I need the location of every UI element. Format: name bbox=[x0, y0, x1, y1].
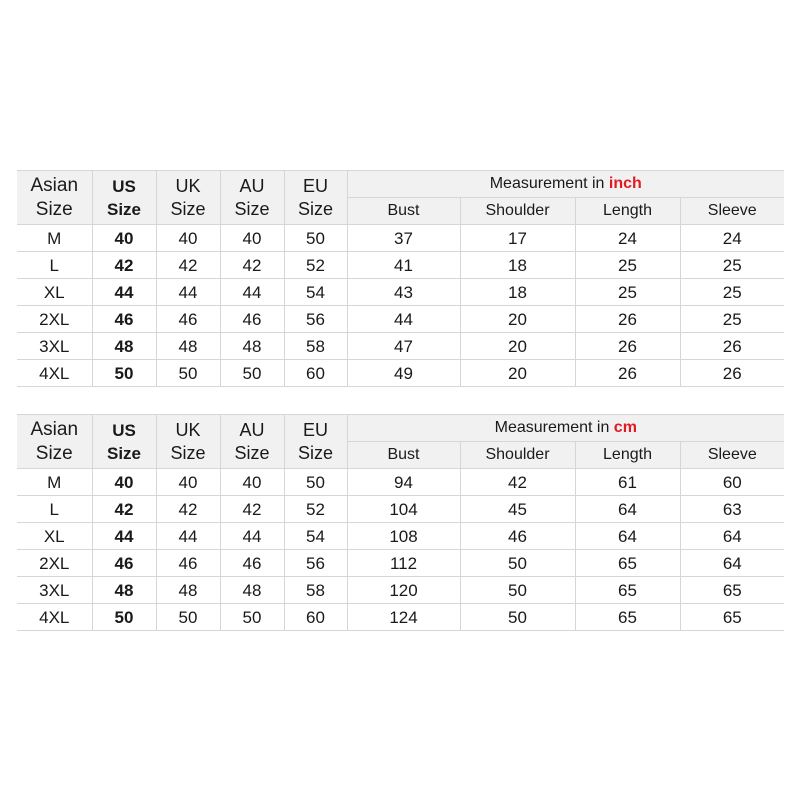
cell-asian: 4XL bbox=[17, 360, 92, 387]
cell-shoulder: 45 bbox=[460, 496, 575, 523]
cell-us: 40 bbox=[92, 225, 156, 252]
cell-uk: 42 bbox=[156, 252, 220, 279]
cell-au: 42 bbox=[220, 496, 284, 523]
cell-shoulder: 17 bbox=[460, 225, 575, 252]
header-sleeve: Sleeve bbox=[680, 442, 784, 469]
header-label: UK Size bbox=[170, 419, 206, 463]
table-row bbox=[17, 523, 784, 550]
cell-us: 46 bbox=[92, 550, 156, 577]
measurement-unit: inch bbox=[608, 175, 642, 192]
cell-asian: 2XL bbox=[17, 306, 92, 333]
header-sleeve: Sleeve bbox=[680, 198, 784, 225]
table-row bbox=[17, 550, 784, 577]
cell-sleeve: 63 bbox=[680, 496, 784, 523]
cell-asian: 3XL bbox=[17, 333, 92, 360]
header-uk-size bbox=[156, 415, 220, 469]
cell-sleeve: 25 bbox=[680, 279, 784, 306]
cell-uk: 48 bbox=[156, 333, 220, 360]
cell-eu: 54 bbox=[284, 523, 347, 550]
cell-asian: 2XL bbox=[17, 550, 92, 577]
cell-uk: 46 bbox=[156, 550, 220, 577]
cell-au: 46 bbox=[220, 550, 284, 577]
size-table-cm bbox=[17, 414, 784, 631]
cell-au: 40 bbox=[220, 225, 284, 252]
header-length: Length bbox=[575, 198, 680, 225]
cell-bust: 120 bbox=[347, 577, 460, 604]
cell-bust: 104 bbox=[347, 496, 460, 523]
cell-shoulder: 18 bbox=[460, 252, 575, 279]
cell-eu: 50 bbox=[284, 225, 347, 252]
cell-asian: L bbox=[17, 496, 92, 523]
table-row bbox=[17, 252, 784, 279]
table-row bbox=[17, 279, 784, 306]
cell-shoulder: 20 bbox=[460, 306, 575, 333]
header-label: US Size bbox=[106, 176, 142, 219]
cell-length: 65 bbox=[575, 550, 680, 577]
header-label: UK Size bbox=[170, 175, 206, 219]
cell-us: 42 bbox=[92, 496, 156, 523]
header-bust: Bust bbox=[347, 198, 460, 225]
cell-shoulder: 50 bbox=[460, 604, 575, 631]
cell-eu: 58 bbox=[284, 333, 347, 360]
cell-eu: 58 bbox=[284, 577, 347, 604]
table-row bbox=[17, 225, 784, 252]
header-us-size bbox=[92, 415, 156, 469]
header-asian-size bbox=[17, 415, 92, 469]
header-eu-size bbox=[284, 171, 347, 225]
header-row bbox=[17, 415, 784, 442]
cell-asian: 3XL bbox=[17, 577, 92, 604]
cell-bust: 112 bbox=[347, 550, 460, 577]
cell-sleeve: 24 bbox=[680, 225, 784, 252]
cell-bust: 41 bbox=[347, 252, 460, 279]
cell-eu: 60 bbox=[284, 360, 347, 387]
cell-us: 48 bbox=[92, 333, 156, 360]
cell-shoulder: 46 bbox=[460, 523, 575, 550]
cell-us: 42 bbox=[92, 252, 156, 279]
cell-length: 64 bbox=[575, 523, 680, 550]
cell-length: 25 bbox=[575, 279, 680, 306]
cell-us: 44 bbox=[92, 523, 156, 550]
cell-shoulder: 50 bbox=[460, 577, 575, 604]
cell-shoulder: 18 bbox=[460, 279, 575, 306]
cell-length: 61 bbox=[575, 469, 680, 496]
cell-bust: 44 bbox=[347, 306, 460, 333]
cell-eu: 52 bbox=[284, 252, 347, 279]
header-eu-size bbox=[284, 415, 347, 469]
cell-sleeve: 26 bbox=[680, 333, 784, 360]
cell-au: 48 bbox=[220, 577, 284, 604]
cell-us: 50 bbox=[92, 360, 156, 387]
cell-uk: 48 bbox=[156, 577, 220, 604]
cell-bust: 37 bbox=[347, 225, 460, 252]
header-au-size bbox=[220, 171, 284, 225]
cell-sleeve: 25 bbox=[680, 306, 784, 333]
cell-au: 50 bbox=[220, 360, 284, 387]
cell-sleeve: 25 bbox=[680, 252, 784, 279]
table-row bbox=[17, 333, 784, 360]
cell-au: 46 bbox=[220, 306, 284, 333]
cell-us: 48 bbox=[92, 577, 156, 604]
header-label: EU Size bbox=[297, 175, 333, 219]
cell-length: 64 bbox=[575, 496, 680, 523]
table-row bbox=[17, 604, 784, 631]
cell-sleeve: 64 bbox=[680, 523, 784, 550]
cell-asian: L bbox=[17, 252, 92, 279]
cell-length: 26 bbox=[575, 360, 680, 387]
cell-length: 26 bbox=[575, 306, 680, 333]
cell-uk: 40 bbox=[156, 469, 220, 496]
cell-uk: 46 bbox=[156, 306, 220, 333]
cell-uk: 44 bbox=[156, 523, 220, 550]
measurement-title bbox=[347, 171, 784, 198]
cell-eu: 52 bbox=[284, 496, 347, 523]
header-uk-size bbox=[156, 171, 220, 225]
table-row bbox=[17, 469, 784, 496]
cell-sleeve: 64 bbox=[680, 550, 784, 577]
cell-uk: 40 bbox=[156, 225, 220, 252]
size-table-inch bbox=[17, 170, 784, 387]
cell-eu: 54 bbox=[284, 279, 347, 306]
cell-bust: 47 bbox=[347, 333, 460, 360]
measurement-unit: cm bbox=[613, 419, 637, 436]
cell-length: 65 bbox=[575, 577, 680, 604]
cell-au: 44 bbox=[220, 279, 284, 306]
measurement-prefix: Measurement in bbox=[489, 175, 609, 192]
cell-au: 50 bbox=[220, 604, 284, 631]
header-length: Length bbox=[575, 442, 680, 469]
cell-asian: XL bbox=[17, 279, 92, 306]
measurement-title bbox=[347, 415, 784, 442]
header-row bbox=[17, 171, 784, 198]
cell-au: 42 bbox=[220, 252, 284, 279]
table-row bbox=[17, 360, 784, 387]
cell-sleeve: 26 bbox=[680, 360, 784, 387]
cell-sleeve: 60 bbox=[680, 469, 784, 496]
cell-us: 44 bbox=[92, 279, 156, 306]
cell-eu: 60 bbox=[284, 604, 347, 631]
cell-length: 65 bbox=[575, 604, 680, 631]
header-us-size bbox=[92, 171, 156, 225]
cell-bust: 49 bbox=[347, 360, 460, 387]
cell-us: 40 bbox=[92, 469, 156, 496]
header-label: AU Size bbox=[234, 419, 270, 463]
cell-asian: M bbox=[17, 225, 92, 252]
cell-asian: 4XL bbox=[17, 604, 92, 631]
cell-shoulder: 42 bbox=[460, 469, 575, 496]
header-label: EU Size bbox=[297, 419, 333, 463]
cell-length: 24 bbox=[575, 225, 680, 252]
header-label: US Size bbox=[106, 420, 142, 463]
cell-asian: XL bbox=[17, 523, 92, 550]
cell-length: 25 bbox=[575, 252, 680, 279]
cell-bust: 43 bbox=[347, 279, 460, 306]
header-shoulder: Shoulder bbox=[460, 198, 575, 225]
table-row bbox=[17, 496, 784, 523]
cell-us: 46 bbox=[92, 306, 156, 333]
cell-shoulder: 20 bbox=[460, 333, 575, 360]
cell-sleeve: 65 bbox=[680, 577, 784, 604]
header-label: Asian Size bbox=[30, 418, 79, 464]
header-shoulder: Shoulder bbox=[460, 442, 575, 469]
cell-uk: 42 bbox=[156, 496, 220, 523]
cell-shoulder: 50 bbox=[460, 550, 575, 577]
cell-au: 44 bbox=[220, 523, 284, 550]
measurement-prefix: Measurement in bbox=[494, 419, 614, 436]
header-asian-size bbox=[17, 171, 92, 225]
header-au-size bbox=[220, 415, 284, 469]
header-label: AU Size bbox=[234, 175, 270, 219]
cell-uk: 44 bbox=[156, 279, 220, 306]
cell-us: 50 bbox=[92, 604, 156, 631]
cell-sleeve: 65 bbox=[680, 604, 784, 631]
cell-eu: 50 bbox=[284, 469, 347, 496]
cell-asian: M bbox=[17, 469, 92, 496]
table-row bbox=[17, 577, 784, 604]
cell-au: 48 bbox=[220, 333, 284, 360]
header-bust: Bust bbox=[347, 442, 460, 469]
cell-bust: 124 bbox=[347, 604, 460, 631]
cell-eu: 56 bbox=[284, 550, 347, 577]
table-row bbox=[17, 306, 784, 333]
cell-uk: 50 bbox=[156, 360, 220, 387]
cell-eu: 56 bbox=[284, 306, 347, 333]
cell-au: 40 bbox=[220, 469, 284, 496]
cell-uk: 50 bbox=[156, 604, 220, 631]
cell-bust: 94 bbox=[347, 469, 460, 496]
header-label: Asian Size bbox=[30, 174, 79, 220]
cell-length: 26 bbox=[575, 333, 680, 360]
cell-bust: 108 bbox=[347, 523, 460, 550]
cell-shoulder: 20 bbox=[460, 360, 575, 387]
